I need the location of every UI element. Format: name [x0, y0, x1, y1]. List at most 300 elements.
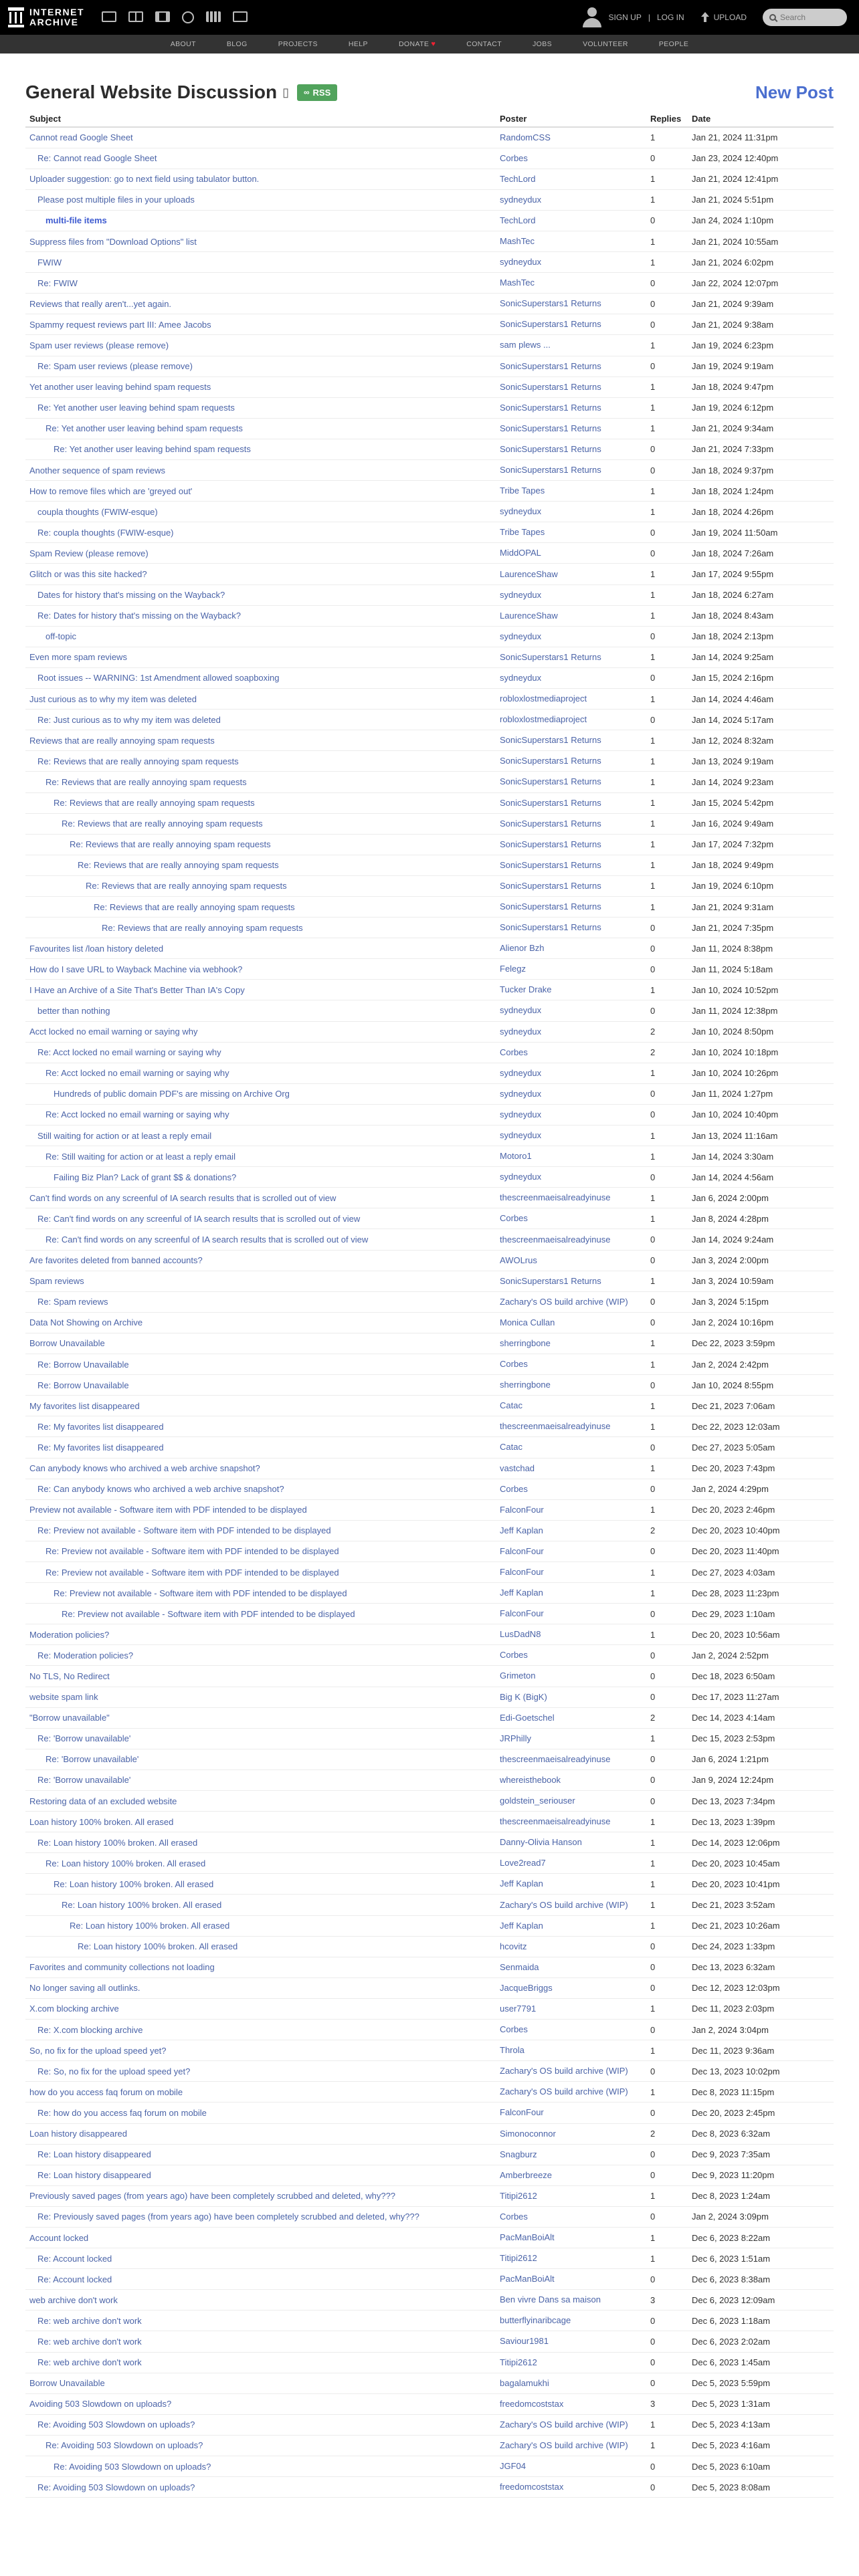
- poster-link[interactable]: PacManBoiAlt: [500, 2232, 555, 2243]
- replies-count: 0: [646, 1312, 688, 1333]
- nav-about[interactable]: ABOUT: [170, 40, 196, 48]
- subject-link[interactable]: Spam user reviews (please remove): [29, 340, 169, 350]
- nav-volunteer[interactable]: VOLUNTEER: [583, 40, 628, 48]
- nav-blog[interactable]: BLOG: [226, 40, 248, 48]
- nav-help[interactable]: HELP: [348, 40, 368, 48]
- subject-link[interactable]: Re: Avoiding 503 Slowdown on uploads?: [45, 2440, 203, 2451]
- post-date: Dec 9, 2023 11:20pm: [688, 2165, 834, 2185]
- post-date: Jan 11, 2024 1:27pm: [688, 1083, 834, 1104]
- search-icon[interactable]: [769, 14, 776, 21]
- subject-link[interactable]: Re: Still waiting for action or at least a reply email: [45, 1151, 235, 1162]
- poster-link[interactable]: thescreenmaeisalreadyinuse: [500, 1421, 611, 1432]
- subject-cell: [25, 1604, 496, 1624]
- poster-link[interactable]: sydneydux: [500, 1109, 542, 1119]
- poster-link[interactable]: sydneydux: [500, 1172, 542, 1182]
- poster-link[interactable]: MashTec: [500, 278, 535, 288]
- subject-link[interactable]: Re: Can't find words on any screenful of IA search results that is scrolled out of view: [45, 1235, 369, 1245]
- nav-people[interactable]: PEOPLE: [658, 40, 689, 48]
- subject-link[interactable]: Re: Avoiding 503 Slowdown on uploads?: [37, 2420, 195, 2430]
- subject-link[interactable]: X.com blocking archive: [29, 2004, 119, 2014]
- poster-cell: [496, 710, 646, 730]
- post-date: Dec 5, 2023 1:31am: [688, 2393, 834, 2414]
- post-date: Jan 19, 2024 11:50am: [688, 522, 834, 543]
- subject-link[interactable]: Spam Review (please remove): [29, 548, 149, 558]
- poster-cell: [496, 1146, 646, 1167]
- subject-link[interactable]: Re: My favorites list disappeared: [37, 1421, 164, 1432]
- subject-link[interactable]: Re: Avoiding 503 Slowdown on uploads?: [54, 2461, 211, 2472]
- table-row: [25, 918, 834, 938]
- subject-link[interactable]: FWIW: [37, 257, 62, 267]
- subject-cell: [25, 1188, 496, 1208]
- subject-link[interactable]: Re: Yet another user leaving behind spam requests: [54, 444, 251, 455]
- subject-link[interactable]: Re: Loan history disappeared: [37, 2149, 151, 2160]
- post-date: Dec 24, 2023 1:33pm: [688, 1936, 834, 1957]
- subject-link[interactable]: Favorites and community collections not loading: [29, 1962, 215, 1973]
- subject-link[interactable]: Re: Preview not available - Software item with PDF intended to be displayed: [45, 1546, 339, 1557]
- poster-link[interactable]: Snagburz: [500, 2149, 537, 2159]
- subject-link[interactable]: website spam link: [29, 1692, 98, 1703]
- poster-link[interactable]: Titipi2612: [500, 2190, 537, 2201]
- subject-link[interactable]: Another sequence of spam reviews: [29, 465, 166, 475]
- poster-link[interactable]: FalconFour: [500, 2107, 544, 2118]
- subject-link[interactable]: Re: 'Borrow unavailable': [37, 1775, 131, 1786]
- subject-link[interactable]: Re: So, no fix for the upload speed yet?: [37, 2066, 191, 2076]
- subject-link[interactable]: Re: Preview not available - Software item with PDF intended to be displayed: [45, 1567, 339, 1578]
- subject-link[interactable]: Acct locked no email warning or saying why: [29, 1027, 198, 1037]
- poster-link[interactable]: MashTec: [500, 236, 535, 247]
- upload-button[interactable]: [700, 12, 747, 23]
- poster-link[interactable]: Ben vivre Dans sa maison: [500, 2294, 601, 2305]
- subject-link[interactable]: Re: Reviews that are really annoying spam requests: [45, 776, 247, 787]
- subject-link[interactable]: Borrow Unavailable: [29, 1338, 105, 1349]
- poster-link[interactable]: PacManBoiAlt: [500, 2274, 555, 2284]
- subject-link[interactable]: "Borrow unavailable": [29, 1713, 110, 1723]
- poster-link[interactable]: whereisthebook: [500, 1774, 561, 1785]
- post-date: Jan 10, 2024 10:40pm: [688, 1104, 834, 1125]
- poster-link[interactable]: sam plews ...: [500, 340, 551, 350]
- poster-link[interactable]: sydneydux: [500, 672, 542, 683]
- poster-link[interactable]: Zachary's OS build archive (WIP): [500, 2066, 628, 2076]
- subject-link[interactable]: Re: X.com blocking archive: [37, 2024, 143, 2035]
- subject-link[interactable]: Re: Yet another user leaving behind spam requests: [45, 423, 243, 434]
- poster-cell: [496, 2352, 646, 2373]
- subject-link[interactable]: Reviews that really aren't...yet again.: [29, 298, 172, 309]
- poster-link[interactable]: JRPhilly: [500, 1733, 531, 1743]
- nav-jobs[interactable]: JOBS: [533, 40, 553, 48]
- subject-link[interactable]: Re: Loan history 100% broken. All erased: [37, 1837, 198, 1848]
- subject-link[interactable]: Re: My favorites list disappeared: [37, 1442, 164, 1453]
- subject-link[interactable]: web archive don't work: [29, 2294, 118, 2305]
- subject-link[interactable]: Re: Loan history 100% broken. All erased: [54, 1879, 214, 1889]
- poster-link[interactable]: SonicSuperstars1 Returns: [500, 423, 601, 433]
- post-date: Jan 14, 2024 9:24am: [688, 1229, 834, 1250]
- poster-link[interactable]: thescreenmaeisalreadyinuse: [500, 1753, 611, 1764]
- new-post-link[interactable]: New Post: [755, 82, 834, 102]
- poster-link[interactable]: SonicSuperstars1 Returns: [500, 298, 601, 309]
- subject-link[interactable]: Re: Reviews that are really annoying spam requests: [37, 756, 239, 766]
- audio-icon[interactable]: [182, 11, 194, 23]
- poster-link[interactable]: Tribe Tapes: [500, 527, 545, 538]
- poster-link[interactable]: sherringbone: [500, 1380, 551, 1390]
- subject-link[interactable]: Favourites list /loan history deleted: [29, 943, 164, 954]
- poster-link[interactable]: Simonoconnor: [500, 2128, 556, 2139]
- subject-link[interactable]: Re: Acct locked no email warning or saying why: [45, 1109, 229, 1120]
- poster-link[interactable]: sydneydux: [500, 1005, 542, 1016]
- subject-link[interactable]: Re: Moderation policies?: [37, 1650, 134, 1660]
- poster-link[interactable]: Throla: [500, 2045, 524, 2056]
- subject-link[interactable]: No TLS, No Redirect: [29, 1671, 110, 1681]
- subject-cell: [25, 855, 496, 875]
- poster-link[interactable]: SonicSuperstars1 Returns: [500, 465, 601, 475]
- replies-count: 1: [646, 252, 688, 273]
- subject-link[interactable]: Still waiting for action or at least a reply email: [37, 1130, 212, 1141]
- subject-cell: [25, 294, 496, 314]
- subject-link[interactable]: Re: Loan history 100% broken. All erased: [62, 1900, 222, 1911]
- poster-link[interactable]: SonicSuperstars1 Returns: [500, 443, 601, 454]
- subject-link[interactable]: So, no fix for the upload speed yet?: [29, 2045, 167, 2056]
- table-row: [25, 1936, 834, 1957]
- poster-link[interactable]: LusDadN8: [500, 1629, 541, 1640]
- poster-link[interactable]: SonicSuperstars1 Returns: [500, 776, 601, 787]
- subject-link[interactable]: Re: Spam reviews: [37, 1297, 108, 1307]
- poster-link[interactable]: LaurenceShaw: [500, 610, 558, 621]
- subject-link[interactable]: Re: Reviews that are really annoying spam requests: [62, 819, 263, 829]
- poster-link[interactable]: LaurenceShaw: [500, 568, 558, 579]
- subject-link[interactable]: Borrow Unavailable: [29, 2378, 105, 2389]
- subject-link[interactable]: Re: Dates for history that's missing on the Wayback?: [37, 611, 242, 621]
- subject-link[interactable]: Are favorites deleted from banned accounts?: [29, 1255, 203, 1266]
- subject-link[interactable]: Reviews that are really annoying spam requests: [29, 735, 215, 746]
- subject-link[interactable]: Data Not Showing on Archive: [29, 1317, 143, 1328]
- poster-link[interactable]: SonicSuperstars1 Returns: [500, 360, 601, 371]
- subject-link[interactable]: Re: Acct locked no email warning or saying why: [37, 1047, 221, 1058]
- subject-link[interactable]: Re: Loan history 100% broken. All erased: [78, 1941, 238, 1952]
- replies-count: 1: [646, 1063, 688, 1083]
- post-date: Dec 6, 2023 1:51am: [688, 2248, 834, 2269]
- poster-link[interactable]: FalconFour: [500, 1545, 544, 1556]
- poster-link[interactable]: Jeff Kaplan: [500, 1525, 543, 1535]
- poster-link[interactable]: Saviour1981: [500, 2336, 549, 2347]
- nav-projects[interactable]: PROJECTS: [278, 40, 318, 48]
- poster-link[interactable]: Jeff Kaplan: [500, 1588, 543, 1598]
- subject-link[interactable]: Re: Borrow Unavailable: [37, 1380, 129, 1390]
- subject-link[interactable]: off-topic: [45, 631, 77, 642]
- poster-link[interactable]: SonicSuperstars1 Returns: [500, 839, 601, 849]
- poster-link[interactable]: FalconFour: [500, 1504, 544, 1515]
- log-in-link[interactable]: LOG IN: [656, 13, 684, 22]
- subject-link[interactable]: Re: web archive don't work: [37, 2315, 142, 2326]
- internet-archive-logo[interactable]: [8, 7, 84, 27]
- texts-icon[interactable]: [128, 11, 143, 22]
- poster-link[interactable]: SonicSuperstars1 Returns: [500, 901, 601, 912]
- replies-count: 0: [646, 314, 688, 335]
- search-box[interactable]: [763, 9, 847, 26]
- subject-link[interactable]: Re: Reviews that are really annoying spam requests: [70, 839, 271, 850]
- poster-link[interactable]: SonicSuperstars1 Returns: [500, 1275, 601, 1286]
- poster-link[interactable]: bagalamukhi: [500, 2377, 549, 2388]
- subject-link[interactable]: Hundreds of public domain PDF's are missing on Archive Org: [54, 1089, 290, 1099]
- subject-link[interactable]: Re: how do you access faq forum on mobile: [37, 2107, 207, 2118]
- subject-link[interactable]: Please post multiple files in your uploads: [37, 195, 195, 205]
- video-icon[interactable]: [155, 11, 170, 22]
- web-icon[interactable]: [102, 11, 116, 22]
- poster-link[interactable]: Danny-Olivia Hanson: [500, 1837, 582, 1848]
- subject-link[interactable]: Glitch or was this site hacked?: [29, 569, 147, 580]
- poster-link[interactable]: SonicSuperstars1 Returns: [500, 859, 601, 870]
- subject-link[interactable]: Just curious as to why my item was deleted: [29, 693, 197, 704]
- poster-link[interactable]: FalconFour: [500, 1608, 544, 1619]
- subject-link[interactable]: Re: FWIW: [37, 278, 78, 288]
- poster-link[interactable]: Edi-Goetschel: [500, 1712, 555, 1723]
- poster-link[interactable]: Jeff Kaplan: [500, 1879, 543, 1889]
- poster-link[interactable]: Love2read7: [500, 1858, 546, 1868]
- subject-link[interactable]: Re: Account locked: [37, 2253, 112, 2264]
- subject-link[interactable]: Dates for history that's missing on the Wayback?: [37, 590, 225, 601]
- subject-link[interactable]: Previously saved pages (from years ago) have been completely scrubbed and deleted, why???: [29, 2191, 396, 2202]
- images-icon[interactable]: [233, 11, 248, 22]
- subject-link[interactable]: Re: Loan history 100% broken. All erased: [45, 1858, 206, 1868]
- subject-link[interactable]: Re: web archive don't work: [37, 2336, 142, 2347]
- poster-link[interactable]: Alienor Bzh: [500, 943, 545, 954]
- poster-link[interactable]: robloxlostmediaproject: [500, 714, 587, 725]
- subject-link[interactable]: Avoiding 503 Slowdown on uploads?: [29, 2399, 172, 2409]
- subject-link[interactable]: Re: Previously saved pages (from years ago) have been completely scrubbed and deleted, why???: [37, 2212, 419, 2222]
- replies-count: 0: [646, 1769, 688, 1790]
- post-date: Dec 20, 2023 11:40pm: [688, 1541, 834, 1562]
- subject-link[interactable]: My favorites list disappeared: [29, 1400, 140, 1411]
- poster-link[interactable]: Titipi2612: [500, 2253, 537, 2264]
- subject-link[interactable]: Re: web archive don't work: [37, 2357, 142, 2368]
- poster-link[interactable]: Tucker Drake: [500, 984, 552, 995]
- poster-cell: [496, 418, 646, 439]
- subject-link[interactable]: Moderation policies?: [29, 1629, 110, 1640]
- poster-link[interactable]: Monica Cullan: [500, 1317, 555, 1327]
- table-row: [25, 751, 834, 772]
- header-replies: Replies: [646, 111, 688, 127]
- subject-link[interactable]: Re: Account locked: [37, 2274, 112, 2284]
- subject-link[interactable]: Re: Reviews that are really annoying spam requests: [102, 922, 303, 933]
- poster-link[interactable]: Tribe Tapes: [500, 486, 545, 496]
- subject-link[interactable]: Re: Loan history disappeared: [37, 2170, 151, 2181]
- poster-link[interactable]: SonicSuperstars1 Returns: [500, 402, 601, 413]
- sign-up-link[interactable]: SIGN UP: [608, 13, 642, 22]
- subject-link[interactable]: Uploader suggestion: go to next field using tabulator button.: [29, 174, 260, 185]
- subject-link[interactable]: Re: Just curious as to why my item was deleted: [37, 714, 221, 725]
- subject-link[interactable]: Re: Reviews that are really annoying spam requests: [78, 860, 279, 871]
- subject-link[interactable]: Re: Borrow Unavailable: [37, 1359, 129, 1370]
- poster-link[interactable]: Amberbreeze: [500, 2169, 553, 2180]
- table-row: [25, 1375, 834, 1396]
- poster-link[interactable]: sherringbone: [500, 1337, 551, 1348]
- poster-link[interactable]: Corbes: [500, 152, 528, 163]
- subject-link[interactable]: how do you access faq forum on mobile: [29, 2086, 183, 2097]
- poster-link[interactable]: Corbes: [500, 2211, 528, 2222]
- poster-link[interactable]: Catac: [500, 1442, 522, 1453]
- subject-link[interactable]: Re: Preview not available - Software item with PDF intended to be displayed: [62, 1608, 355, 1619]
- poster-link[interactable]: SonicSuperstars1 Returns: [500, 880, 601, 891]
- poster-link[interactable]: Zachary's OS build archive (WIP): [500, 2086, 628, 2097]
- subject-link[interactable]: Spammy request reviews part III: Amee Jacobs: [29, 319, 211, 330]
- poster-link[interactable]: robloxlostmediaproject: [500, 693, 587, 704]
- user-icon[interactable]: [583, 7, 601, 27]
- poster-cell: [496, 1167, 646, 1188]
- poster-link[interactable]: MiddOPAL: [500, 548, 541, 558]
- poster-link[interactable]: Catac: [500, 1400, 522, 1411]
- poster-link[interactable]: sydneydux: [500, 1130, 542, 1141]
- subject-link[interactable]: Re: Acct locked no email warning or saying why: [45, 1068, 229, 1079]
- subject-link[interactable]: Re: Preview not available - Software item with PDF intended to be displayed: [54, 1588, 347, 1598]
- poster-link[interactable]: sydneydux: [500, 257, 542, 267]
- header-poster: Poster: [496, 111, 646, 127]
- nav-contact[interactable]: CONTACT: [466, 40, 502, 48]
- poster-link[interactable]: thescreenmaeisalreadyinuse: [500, 1234, 611, 1245]
- poster-link[interactable]: sydneydux: [500, 506, 542, 517]
- poster-link[interactable]: sydneydux: [500, 1067, 542, 1078]
- subject-link[interactable]: Even more spam reviews: [29, 652, 127, 663]
- subject-link[interactable]: Re: Avoiding 503 Slowdown on uploads?: [37, 2482, 195, 2492]
- poster-link[interactable]: Titipi2612: [500, 2357, 537, 2367]
- poster-link[interactable]: freedomcoststax: [500, 2482, 564, 2492]
- subject-link[interactable]: Re: Spam user reviews (please remove): [37, 361, 193, 372]
- table-row: [25, 1125, 834, 1146]
- poster-link[interactable]: SonicSuperstars1 Returns: [500, 818, 601, 829]
- subject-link[interactable]: multi-file items: [45, 215, 107, 226]
- subject-link[interactable]: Can't find words on any screenful of IA search results that is scrolled out of view: [29, 1192, 337, 1203]
- poster-link[interactable]: thescreenmaeisalreadyinuse: [500, 1816, 611, 1827]
- replies-count: 1: [646, 2040, 688, 2061]
- subject-link[interactable]: Re: 'Borrow unavailable': [37, 1733, 131, 1744]
- poster-link[interactable]: SonicSuperstars1 Returns: [500, 756, 601, 766]
- poster-link[interactable]: TechLord: [500, 215, 536, 225]
- poster-link[interactable]: SonicSuperstars1 Returns: [500, 381, 601, 392]
- poster-link[interactable]: SonicSuperstars1 Returns: [500, 922, 601, 933]
- poster-link[interactable]: user7791: [500, 2003, 537, 2014]
- post-date: Dec 20, 2023 10:45am: [688, 1853, 834, 1874]
- post-date: Jan 10, 2024 8:55pm: [688, 1375, 834, 1396]
- poster-link[interactable]: Corbes: [500, 1213, 528, 1224]
- subject-link[interactable]: Re: Yet another user leaving behind spam requests: [37, 403, 235, 413]
- post-date: Dec 29, 2023 1:10am: [688, 1604, 834, 1624]
- poster-link[interactable]: Zachary's OS build archive (WIP): [500, 2440, 628, 2450]
- poster-link[interactable]: Jeff Kaplan: [500, 1920, 543, 1931]
- poster-link[interactable]: sydneydux: [500, 589, 542, 600]
- subject-link[interactable]: No longer saving all outlinks.: [29, 1983, 140, 1994]
- poster-link[interactable]: sydneydux: [500, 1026, 542, 1037]
- table-row: [25, 1645, 834, 1666]
- subject-link[interactable]: Preview not available - Software item with PDF intended to be displayed: [29, 1505, 307, 1515]
- subject-cell: [25, 1915, 496, 1936]
- subject-link[interactable]: Loan history disappeared: [29, 2129, 127, 2139]
- subject-link[interactable]: Yet another user leaving behind spam requests: [29, 382, 211, 393]
- info-icon: ▯: [282, 85, 289, 99]
- subject-link[interactable]: Cannot read Google Sheet: [29, 132, 133, 143]
- replies-count: 0: [646, 1104, 688, 1125]
- subject-link[interactable]: Re: Reviews that are really annoying spam requests: [94, 901, 295, 912]
- poster-link[interactable]: SonicSuperstars1 Returns: [500, 797, 601, 808]
- poster-link[interactable]: sydneydux: [500, 1088, 542, 1099]
- subject-link[interactable]: Re: Can anybody knows who archived a web archive snapshot?: [37, 1484, 284, 1495]
- poster-link[interactable]: Motoro1: [500, 1151, 532, 1162]
- subject-link[interactable]: Re: Reviews that are really annoying spam requests: [54, 798, 255, 809]
- table-row: [25, 2331, 834, 2352]
- poster-link[interactable]: goldstein_seriouser: [500, 1796, 575, 1806]
- subject-cell: [25, 148, 496, 169]
- subject-link[interactable]: Account locked: [29, 2232, 89, 2243]
- poster-link[interactable]: JGF04: [500, 2461, 527, 2472]
- subject-link[interactable]: Spam reviews: [29, 1276, 84, 1287]
- poster-link[interactable]: Felegz: [500, 964, 527, 974]
- rss-button[interactable]: [297, 84, 337, 101]
- poster-link[interactable]: sydneydux: [500, 194, 542, 205]
- subject-link[interactable]: Restoring data of an excluded website: [29, 1796, 177, 1806]
- subject-link[interactable]: Re: coupla thoughts (FWIW-esque): [37, 527, 174, 538]
- poster-link[interactable]: Zachary's OS build archive (WIP): [500, 2419, 628, 2430]
- poster-link[interactable]: SonicSuperstars1 Returns: [500, 319, 601, 330]
- replies-count: 0: [646, 2352, 688, 2373]
- subject-link[interactable]: Suppress files from "Download Options" list: [29, 236, 197, 247]
- subject-link[interactable]: I Have an Archive of a Site That's Better Than IA's Copy: [29, 984, 245, 995]
- replies-count: 0: [646, 522, 688, 543]
- poster-link[interactable]: FalconFour: [500, 1567, 544, 1578]
- poster-link[interactable]: JacqueBriggs: [500, 1982, 553, 1993]
- poster-link[interactable]: thescreenmaeisalreadyinuse: [500, 1192, 611, 1203]
- poster-link[interactable]: Corbes: [500, 1650, 528, 1660]
- replies-count: 0: [646, 1687, 688, 1707]
- poster-link[interactable]: Corbes: [500, 1047, 528, 1057]
- poster-link[interactable]: Corbes: [500, 1483, 528, 1494]
- poster-link[interactable]: vastchad: [500, 1463, 535, 1473]
- poster-link[interactable]: freedomcoststax: [500, 2398, 564, 2409]
- poster-link[interactable]: sydneydux: [500, 631, 542, 641]
- subject-link[interactable]: Re: Can't find words on any screenful of IA search results that is scrolled out of view: [37, 1213, 361, 1224]
- subject-link[interactable]: Re: Loan history 100% broken. All erased: [70, 1921, 230, 1931]
- subject-link[interactable]: Re: Cannot read Google Sheet: [37, 153, 157, 164]
- poster-link[interactable]: Corbes: [500, 2024, 528, 2035]
- search-input[interactable]: [780, 13, 840, 22]
- poster-link[interactable]: SonicSuperstars1 Returns: [500, 651, 601, 662]
- subject-link[interactable]: How to remove files which are 'greyed out': [29, 486, 193, 496]
- poster-link[interactable]: butterflyinaribcage: [500, 2315, 571, 2326]
- subject-link[interactable]: Re: Preview not available - Software item with PDF intended to be displayed: [37, 1525, 331, 1536]
- poster-link[interactable]: Grimeton: [500, 1671, 536, 1681]
- nav-donate[interactable]: [383, 40, 451, 48]
- subject-link[interactable]: How do I save URL to Wayback Machine via webhook?: [29, 964, 243, 974]
- poster-link[interactable]: Zachary's OS build archive (WIP): [500, 1899, 628, 1910]
- subject-link[interactable]: coupla thoughts (FWIW-esque): [37, 506, 158, 517]
- poster-link[interactable]: AWOLrus: [500, 1255, 537, 1265]
- software-icon[interactable]: [206, 11, 221, 22]
- subject-link[interactable]: Failing Biz Plan? Lack of grant $$ & donations?: [54, 1172, 237, 1182]
- subject-link[interactable]: Re: 'Borrow unavailable': [45, 1754, 139, 1765]
- subject-link[interactable]: Loan history 100% broken. All erased: [29, 1816, 174, 1827]
- poster-link[interactable]: Big K (BigK): [500, 1691, 547, 1702]
- poster-link[interactable]: Corbes: [500, 1359, 528, 1370]
- poster-cell: [496, 1188, 646, 1208]
- replies-count: 1: [646, 896, 688, 917]
- subject-link[interactable]: better than nothing: [37, 1005, 110, 1016]
- replies-count: 1: [646, 2435, 688, 2456]
- poster-link[interactable]: Senmaida: [500, 1961, 539, 1972]
- subject-link[interactable]: Can anybody knows who archived a web archive snapshot?: [29, 1463, 260, 1474]
- subject-link[interactable]: Root issues -- WARNING: 1st Amendment allowed soapboxing: [37, 673, 280, 683]
- poster-link[interactable]: RandomCSS: [500, 132, 551, 142]
- poster-link[interactable]: hcovitz: [500, 1941, 527, 1951]
- poster-link[interactable]: TechLord: [500, 173, 536, 184]
- poster-link[interactable]: SonicSuperstars1 Returns: [500, 735, 601, 746]
- subject-cell: [25, 543, 496, 564]
- subject-link[interactable]: Re: Reviews that are really annoying spam requests: [86, 881, 287, 891]
- poster-link[interactable]: Zachary's OS build archive (WIP): [500, 1296, 628, 1307]
